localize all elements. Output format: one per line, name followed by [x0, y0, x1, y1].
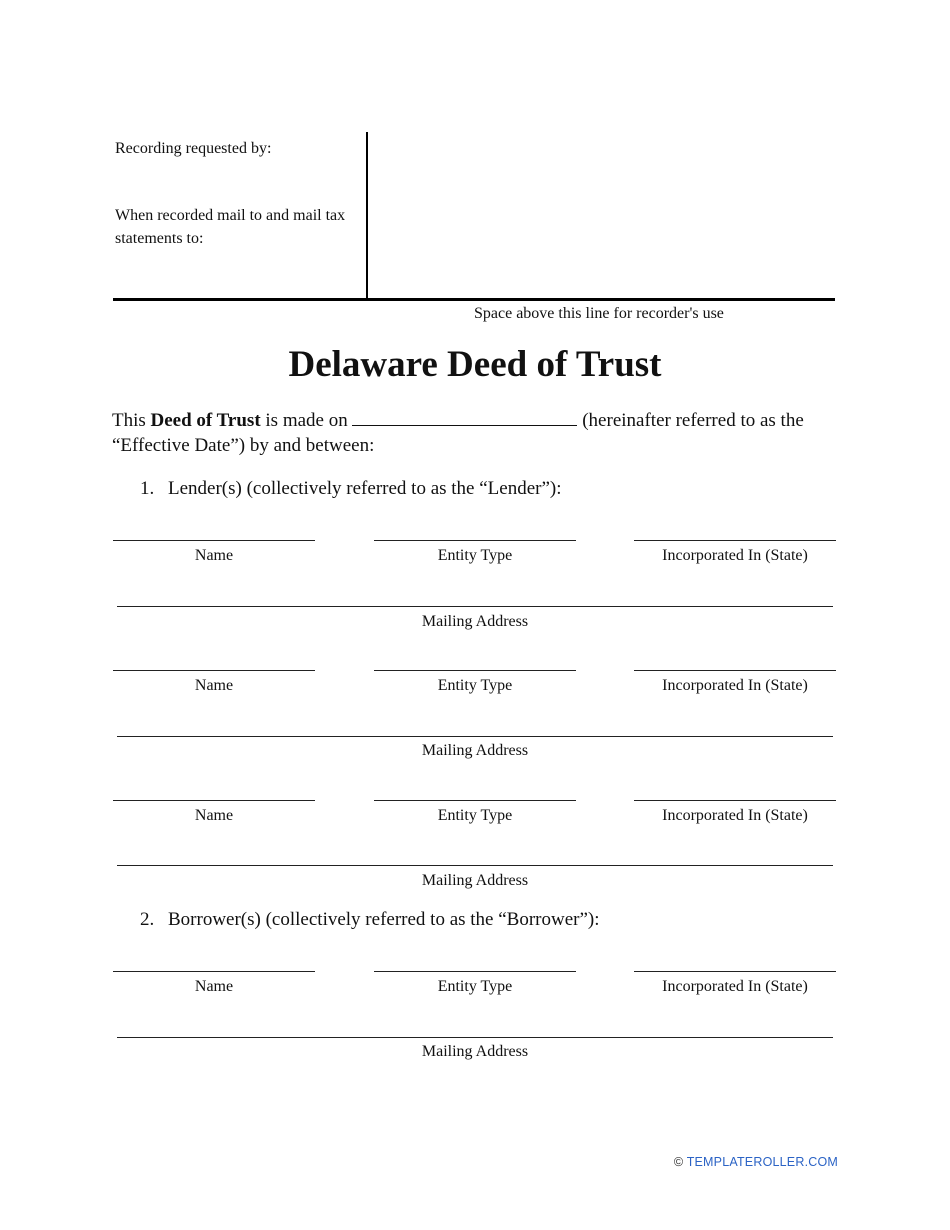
- lender-3-name-field[interactable]: [113, 800, 315, 801]
- address-caption: Mailing Address: [421, 872, 529, 889]
- address-caption: Mailing Address: [421, 1043, 529, 1060]
- lender-1-state-field[interactable]: [634, 540, 836, 541]
- lender-2-name-field[interactable]: [113, 670, 315, 671]
- section-lender: [140, 477, 562, 501]
- recording-requested-label: Recording requested by:: [115, 140, 272, 157]
- recorder-line: [113, 298, 835, 301]
- lender-1-address-field[interactable]: [117, 606, 833, 607]
- lender-1-name-field[interactable]: [113, 540, 315, 541]
- state-caption: Incorporated In (State): [662, 978, 808, 995]
- recording-box-divider: [366, 132, 368, 300]
- intro-bold: Deed of Trust: [150, 410, 261, 431]
- lender-3-address-field[interactable]: [117, 865, 833, 866]
- entity-type-caption: Entity Type: [437, 677, 513, 694]
- section-text: Lender(s) (collectively referred to as the “Lender”):: [168, 478, 562, 499]
- entity-type-caption: Entity Type: [437, 978, 513, 995]
- intro-line-2: “Effective Date”) by and between:: [112, 435, 375, 456]
- name-caption: Name: [194, 978, 234, 995]
- copyright-symbol: ©: [673, 1155, 684, 1169]
- intro-prefix: This: [112, 410, 151, 431]
- mail-to-label-line1: When recorded mail to and mail tax: [115, 207, 346, 224]
- lender-3-state-field[interactable]: [634, 800, 836, 801]
- section-borrower: [140, 908, 600, 932]
- mail-to-label-line2: statements to:: [115, 230, 204, 247]
- name-caption: Name: [194, 677, 234, 694]
- borrower-1-address-field[interactable]: [117, 1037, 833, 1038]
- section-number: 1.: [140, 478, 155, 499]
- footer-brand[interactable]: [674, 1155, 838, 1169]
- mail-to-label: [115, 204, 345, 250]
- entity-type-caption: Entity Type: [437, 807, 513, 824]
- brand-link[interactable]: TEMPLATEROLLER.COM: [686, 1155, 838, 1169]
- intro-line-1: [112, 408, 840, 433]
- state-caption: Incorporated In (State): [662, 807, 808, 824]
- effective-date-blank[interactable]: [352, 409, 577, 426]
- section-text: Borrower(s) (collectively referred to as the “Borrower”):: [168, 909, 600, 930]
- address-caption: Mailing Address: [421, 613, 529, 630]
- intro-paragraph: [112, 408, 840, 458]
- entity-type-caption: Entity Type: [437, 547, 513, 564]
- state-caption: Incorporated In (State): [662, 677, 808, 694]
- borrower-1-name-field[interactable]: [113, 971, 315, 972]
- document-title: Delaware Deed of Trust: [288, 344, 662, 385]
- lender-2-state-field[interactable]: [634, 670, 836, 671]
- lender-1-entity-type-field[interactable]: [374, 540, 576, 541]
- borrower-1-entity-type-field[interactable]: [374, 971, 576, 972]
- intro-suffix: (hereinafter referred to as the: [577, 410, 804, 431]
- lender-3-entity-type-field[interactable]: [374, 800, 576, 801]
- lender-2-address-field[interactable]: [117, 736, 833, 737]
- lender-2-entity-type-field[interactable]: [374, 670, 576, 671]
- name-caption: Name: [194, 807, 234, 824]
- name-caption: Name: [194, 547, 234, 564]
- address-caption: Mailing Address: [421, 742, 529, 759]
- recorder-note: Space above this line for recorder's use: [474, 305, 724, 322]
- state-caption: Incorporated In (State): [662, 547, 808, 564]
- section-number: 2.: [140, 909, 155, 930]
- intro-middle: is made on: [260, 410, 353, 431]
- borrower-1-state-field[interactable]: [634, 971, 836, 972]
